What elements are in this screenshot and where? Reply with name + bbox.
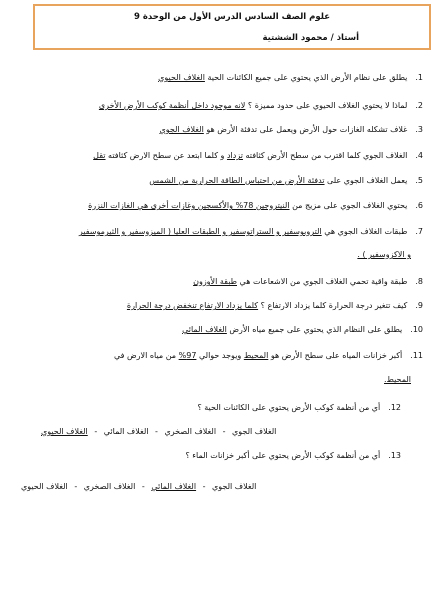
option: الغلاف المائي (103, 427, 149, 436)
separator: - (222, 427, 226, 436)
question-5: 5.يعمل الغلاف الجوي على تدفئة الأرض من احتباس الطاقة الحرارية من الشمس (149, 176, 423, 185)
answer: 97% (178, 351, 197, 360)
answer: التروبوسفير و الستراتوسفير و الطبقات العليا ( الميزوسفير و الثيرموسفير (78, 227, 322, 236)
answer: المحيط (243, 351, 269, 360)
question-7: 7.طبقات الغلاف الجوي هي التروبوسفير و الستراتوسفير و الطبقات العليا ( الميزوسفير و الثيرموسفير (78, 227, 423, 236)
option: الغلاف الصخري (164, 427, 217, 436)
question-10: 10.يطلق على النظام الذي يحتوي على جميع مياه الأرض الغلاف المائي (182, 325, 423, 334)
question-1: 1.يطلق على نظام الأرض الذي يحتوي على جميع الكائنات الحية الغلاف الحيوي (158, 73, 423, 82)
question-12-options (41, 427, 401, 436)
answer: تدفئة الأرض من احتباس الطاقة الحرارية من الشمس (149, 176, 325, 185)
question-11: 11.أكبر خزانات المياه على سطح الأرض هو المحيط ويوجد حوالي 97% من مياه الارض في (113, 351, 423, 360)
answer: كلما يزداد الارتفاع تنخفض درجة الحرارة (126, 301, 259, 310)
worksheet-title: علوم الصف السادس الدرس الأول من الوحدة 9 (133, 12, 331, 22)
correct-option: الغلاف الحيوي (41, 427, 88, 436)
answer: لانه موجود داخل أنظمة كوكب الأرض الأخرى (98, 101, 246, 110)
question-2: 2.لماذا لا يحتوي الغلاف الحيوي على حدود مميزة ؟ لانه موجود داخل أنظمة كوكب الأرض الأخرى (98, 101, 423, 110)
answer: تزداد (226, 151, 243, 160)
question-3: 3.غلاف تشكله الغازات حول الأرض ويعمل على تدفئة الأرض هو الغلاف الجوي (159, 125, 423, 134)
question-7-continued: و الاكزوسفير ) . (357, 250, 411, 259)
option: الغلاف الحيوي (21, 482, 68, 491)
question-11-continued: المحيط. (384, 375, 411, 384)
question-13-options (21, 482, 381, 491)
header-box (33, 4, 431, 50)
separator: - (141, 482, 145, 491)
answer: الغلاف الحيوي (158, 73, 205, 82)
separator: - (202, 482, 206, 491)
question-12: 12.أي من أنظمة كوكب الأرض يحتوي على الكائنات الحية ؟ (197, 403, 401, 412)
answer: الغلاف الجوي (159, 125, 204, 134)
option: الغلاف الجوي (212, 482, 257, 491)
separator: - (94, 427, 98, 436)
separator: - (74, 482, 78, 491)
answer: تقل (93, 151, 106, 160)
separator: - (155, 427, 158, 436)
option: الغلاف الصخري (83, 482, 136, 491)
teacher-name: أستاذ / محمود الششتية (262, 33, 359, 43)
question-13: 13.أي من أنظمة كوكب الأرض يحتوي على أكبر خزانات الماء ؟ (185, 451, 401, 460)
answer: الغلاف المائي (182, 325, 227, 334)
question-6: 6.يحتوي الغلاف الجوي على مزيج من النيتروجين 78% والأكسجين وغازات أخرى هي الغازات النزرة (88, 201, 423, 210)
answer: طبقة الأوزون (193, 277, 237, 286)
question-4: 4.الغلاف الجوي كلما اقترب من سطح الأرض كثافته تزداد و كلما ابتعد عن سطح الارض كثافته تقل (93, 151, 423, 160)
question-9: 9.كيف تتغير درجة الحرارة كلما يزداد الارتفاع ؟ كلما يزداد الارتفاع تنخفض درجة الحرارة (126, 301, 423, 310)
question-8: 8.طبقة واقية تحمي الغلاف الجوي من الاشعاعات هي طبقة الأوزون (193, 277, 423, 286)
correct-option: الغلاف المائي (151, 482, 197, 491)
option: الغلاف الجوي (232, 427, 277, 436)
answer: النيتروجين 78% والأكسجين وغازات أخرى هي الغازات النزرة (88, 201, 290, 210)
